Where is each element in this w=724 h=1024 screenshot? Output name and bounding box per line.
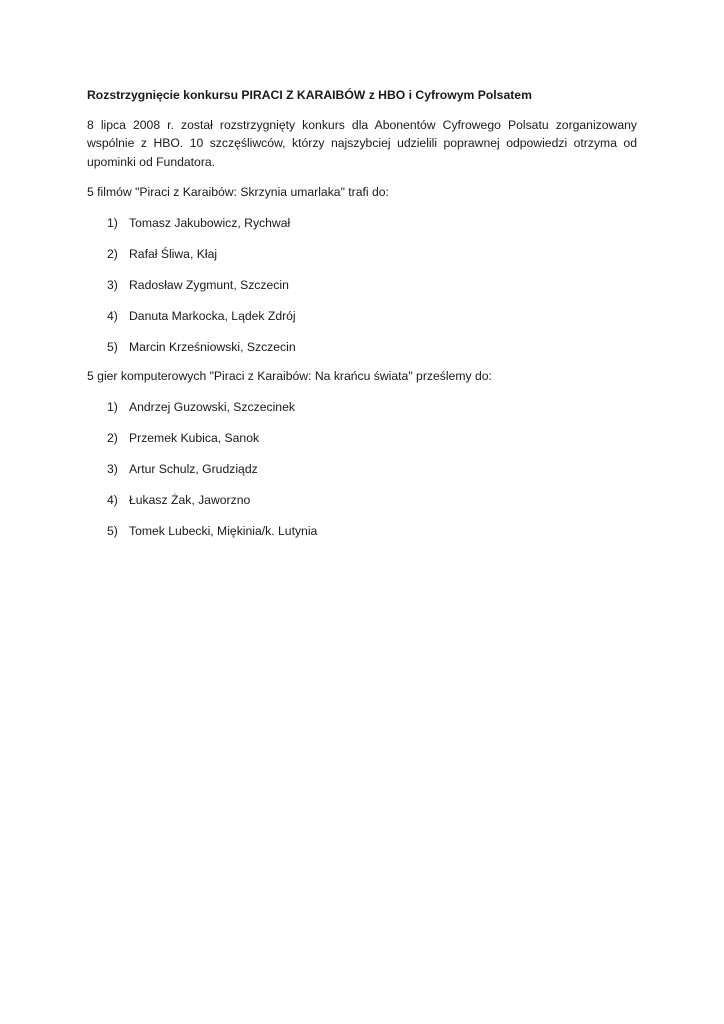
document-page [87, 86, 637, 551]
list-item [87, 214, 637, 233]
intro-paragraph: 8 lipca 2008 r. został rozstrzygnięty konkurs dla Abonentów Cyfrowego Polsatu zorganizowany wspólnie z HBO. 10 szczęśliwców, którzy najszybciej udzielili poprawnej odpowiedzi otrzyma od upominki od Fundatora. [87, 117, 637, 169]
films-lead-text: 5 filmów "Piraci z Karaibów: Skrzynia umarlaka" trafi do: [87, 185, 389, 199]
list-item [87, 307, 637, 326]
games-lead-text: 5 gier komputerowych "Piraci z Karaibów: Na krańcu świata" prześlemy do: [87, 369, 492, 383]
list-item-text: Artur Schulz, Grudziądz [129, 461, 258, 476]
games-winners-list [87, 398, 637, 541]
list-item-number: 1) [107, 215, 118, 230]
list-item-text: Marcin Krześniowski, Szczecin [129, 339, 296, 354]
list-item-number: 2) [107, 246, 118, 261]
list-item-text: Radosław Zygmunt, Szczecin [129, 277, 289, 292]
list-item-text: Łukasz Żak, Jaworzno [129, 492, 251, 507]
list-item [87, 338, 637, 357]
list-item-number: 5) [107, 523, 118, 538]
list-item [87, 460, 637, 479]
list-item [87, 398, 637, 417]
list-item [87, 522, 637, 541]
list-item [87, 429, 637, 448]
list-item-number: 3) [107, 461, 118, 476]
list-item-text: Danuta Markocka, Lądek Zdrój [129, 308, 296, 323]
document-title: Rozstrzygnięcie konkursu PIRACI Z KARAIBÓW z HBO i Cyfrowym Polsatem [87, 88, 532, 102]
list-item-text: Andrzej Guzowski, Szczecinek [129, 399, 295, 414]
list-item-text: Tomek Lubecki, Miękinia/k. Lutynia [129, 523, 318, 538]
list-item [87, 491, 637, 510]
list-item-number: 1) [107, 399, 118, 414]
list-item [87, 245, 637, 264]
list-item-number: 4) [107, 492, 118, 507]
list-item-number: 2) [107, 430, 118, 445]
list-item-number: 5) [107, 339, 118, 354]
list-item-text: Przemek Kubica, Sanok [129, 430, 260, 445]
list-item [87, 276, 637, 295]
list-item-number: 3) [107, 277, 118, 292]
list-item-number: 4) [107, 308, 118, 323]
list-item-text: Rafał Śliwa, Kłaj [129, 246, 218, 261]
list-item-text: Tomasz Jakubowicz, Rychwał [129, 215, 291, 230]
films-winners-list [87, 214, 637, 357]
